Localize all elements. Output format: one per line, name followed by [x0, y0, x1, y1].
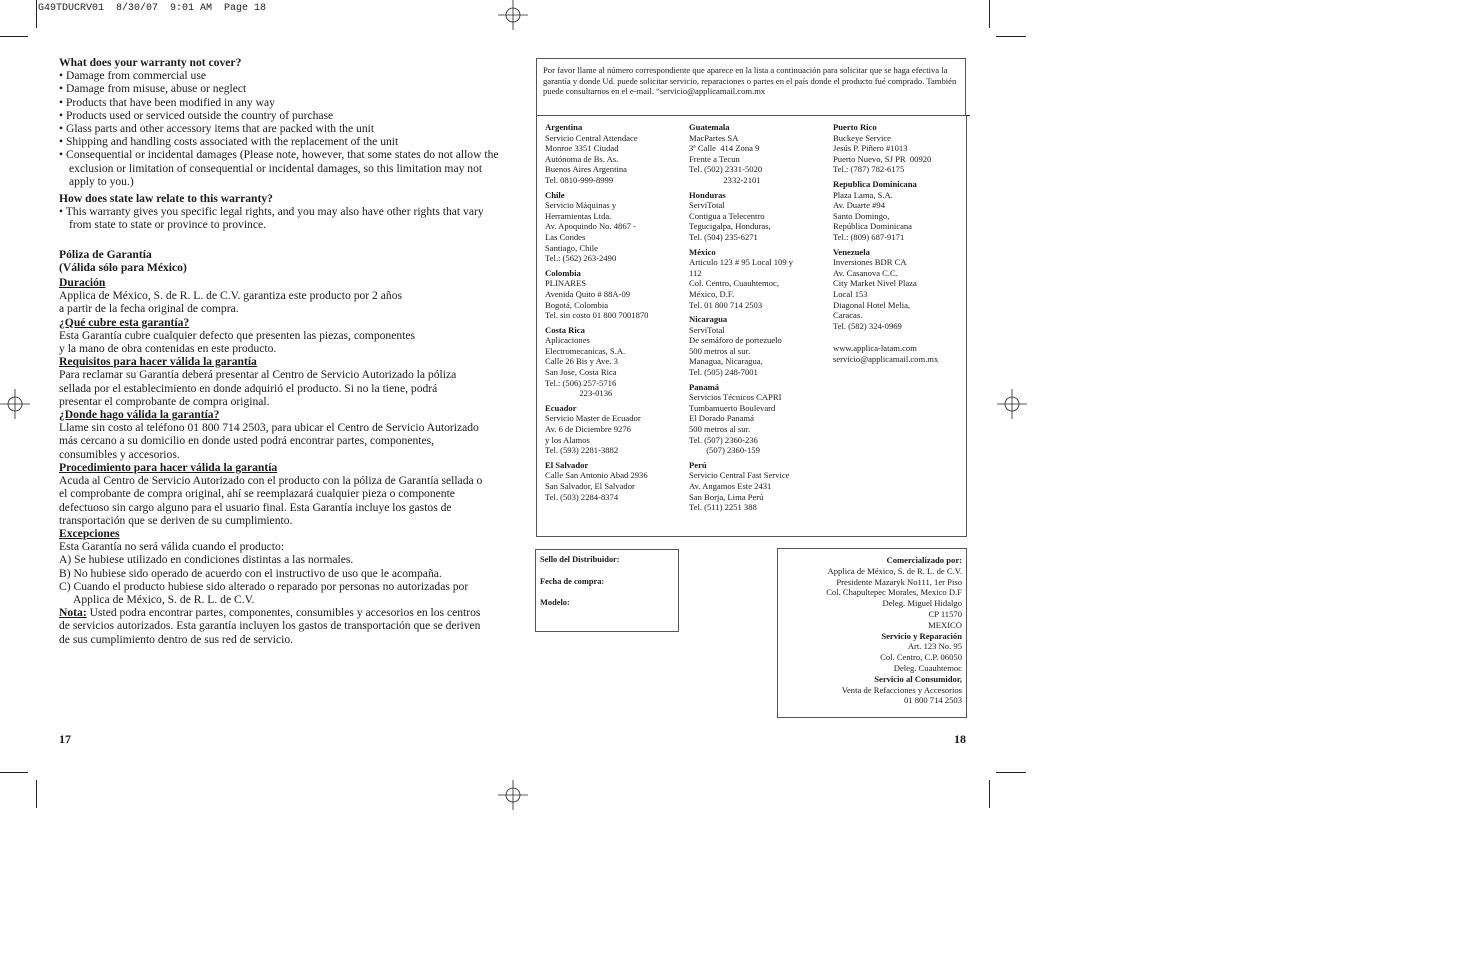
country-name: Republica Dominicana [833, 178, 917, 189]
address-line: 223-0136 [545, 388, 613, 399]
state-law-text: • This warranty gives you specific legal rights, and you may also have other rights that vary from state to state or province to province. [59, 205, 484, 232]
country-name: Costa Rica [545, 324, 585, 335]
list-item: • Damage from misuse, abuse or neglect [59, 82, 247, 96]
country-name: El Salvador [545, 459, 589, 470]
list-item: • Consequential or incidental damages (Please note, however, that some states do not allow the exclusion or limitation of consequential or incidental damages, so this limitation may not apply to you.) [59, 148, 499, 188]
address-line: Bogotá, Colombia [545, 299, 609, 310]
duracion-line-2: a partir de la fecha original de compra. [59, 302, 239, 316]
comm-line: CP 11570 [928, 608, 962, 619]
fecha-label: Fecha de compra: [540, 576, 605, 586]
poliza-subtitle: (Válida sólo para México) [59, 260, 187, 274]
address-line: PLINARES [545, 278, 587, 289]
list-item: • Products that have been modified in any way [59, 95, 275, 109]
crop-mark [989, 780, 990, 808]
address-line: Servicios Técnicos CAPRI [689, 392, 782, 403]
distributor-stamp-box [535, 549, 679, 632]
address-line: City Market Nivel Plaza [833, 278, 917, 289]
nota-paragraph [59, 606, 487, 646]
address-line: Autónoma de Bs. As. [545, 153, 619, 164]
address-line: Inversiones BDR CA [833, 257, 907, 268]
spacer [833, 335, 965, 343]
comm-line: Art. 123 No. 95 [907, 641, 962, 652]
comm-line: Applica de México, S. de R. L. de C.V. [827, 565, 962, 576]
address-line: MacPartes SA [689, 132, 739, 143]
requisitos-text: Para reclamar su Garantía deberá presentar al Centro de Servicio Autorizado la póliza sellada por el establecimiento en donde adquirió el producto. Si no la tiene, podrá presentar el comprobante de compra original. [59, 368, 457, 408]
service-center-entry [833, 122, 965, 175]
address-line: 500 metros al sur. [689, 345, 751, 356]
country-name: Nicaragua [689, 314, 728, 325]
address-line: San Salvador, El Salvador [545, 481, 635, 491]
address-line: Electromecanicas, S.A. [545, 345, 626, 356]
address-line: El Dorado Panamá [689, 413, 754, 424]
sello-label: Sello del Distribuidor: [540, 555, 620, 564]
poliza-title: Póliza de Garantía [59, 247, 152, 261]
address-line: San Jose, Costa Rica [545, 367, 617, 378]
page-number-left: 17 [59, 732, 71, 746]
crop-mark [996, 36, 1026, 37]
address-line: Av. 6 de Diciembre 9276 [545, 424, 631, 435]
address-line: Puerto Nuevo, SJ PR 00920 [833, 153, 932, 164]
address-line: Tel.: (506) 257-5716 [545, 377, 617, 388]
country-name: Chile [545, 189, 565, 200]
crop-mark [996, 772, 1026, 773]
address-line: Avenida Quito # 88A-09 [545, 288, 631, 299]
nota-text: Usted podra encontrar partes, componentes, consumibles y accesorios en los centros de servicios autorizados. Esta garantía incluyen los gastos de transportación que se deriven de sus cumplimiento dentro de sus red de servicio. [59, 606, 481, 646]
excepcion-c: C) Cuando el producto hubiese sido alterado o reparado por personas no autorizadas por Applica de México, S. de R. L. de C.V. [59, 579, 469, 606]
address-line: Tel. (503) 2284-8374 [545, 491, 619, 502]
country-name: Venezuela [833, 246, 870, 257]
requisitos-heading: Requisitos para hacer válida la garantía [59, 355, 257, 369]
registration-mark-icon [997, 389, 1027, 419]
page-number-right: 18 [954, 732, 966, 746]
service-center-entry [545, 403, 685, 456]
modelo-label: Modelo: [540, 598, 570, 607]
address-line: Av. Apoquindo No. 4867 - [545, 221, 636, 232]
address-line: Frente a Tecun [689, 153, 740, 164]
address-line: Tel. (507) 2360-236 [689, 434, 758, 445]
crop-mark [0, 772, 28, 773]
cubre-line-1: Esta Garantía cubre cualquier defecto que presenten las piezas, componentes [59, 328, 416, 342]
address-line: Tel. 0810-999-8999 [545, 174, 614, 185]
service-center-entry [545, 325, 685, 399]
address-line: Calle 26 Bis y Ave. 3 [545, 356, 618, 367]
address-line: y los Alamos [545, 434, 590, 445]
service-center-entry [689, 122, 829, 186]
list-item: • Glass parts and other accessory items that are packed with the unit [59, 122, 375, 136]
service-center-entry [689, 460, 829, 513]
address-line: Servicio Master de Ecuador [545, 413, 641, 424]
comercializado-box [777, 548, 967, 718]
address-line: Articulo 123 # 95 Local 109 y [689, 257, 794, 268]
intro-box: Por favor llame al número correspondiente que aparece en la lista a continuación para solicitar que se haga efectiva la garantía y donde Ud. puede solicitar servicio, reparaciones o partes en el país donde el producto fué comprado. También puede consultarnos en el e-mail. “servicio@applicamail.com.mx [536, 58, 966, 116]
address-line: 3ª Calle 414 Zona 9 [689, 143, 760, 154]
address-line: De semáforo de portezuelo [689, 335, 782, 346]
address-line: Tumbamuerto Boulevard [689, 402, 776, 413]
address-line: Tel. sin costo 01 800 7001870 [545, 310, 649, 321]
registration-mark-icon [498, 780, 528, 810]
comercializado-heading: Comercializado por: [886, 555, 962, 565]
list-item: • Shipping and handling costs associated with the replacement of the unit [59, 135, 399, 149]
exclusions-list [59, 69, 499, 188]
address-line: ServiTotal [689, 200, 725, 211]
address-line: Diagonal Hotel Melia, [833, 299, 911, 310]
service-center-entry [545, 268, 685, 321]
crop-mark [0, 36, 28, 37]
box-tick [966, 115, 970, 116]
service-center-entry [545, 460, 685, 502]
crop-mark [989, 0, 990, 28]
country-name: Perú [689, 459, 707, 470]
registration-mark-icon [498, 0, 528, 30]
address-line: Calle San Antonio Abad 2936 [545, 470, 648, 481]
address-line: Servicio Central Attendace [545, 132, 638, 143]
address-line: Tel. (504) 235-6271 [689, 231, 758, 242]
address-line: Tel. (505) 248-7001 [689, 367, 758, 378]
comm-line: Col. Centro, C.P. 06050 [880, 652, 962, 663]
address-line: Contigua a Telecentro [689, 210, 765, 221]
address-line: 500 metros al sur. [689, 424, 751, 435]
address-line: 2332-2101 [689, 174, 761, 185]
address-line: Plaza Lama, S.A. [833, 189, 893, 200]
print-slug: G49TDUCRV01 8/30/07 9:01 AM Page 18 [38, 3, 267, 14]
excepcion-b: B) No hubiese sido operado de acuerdo con el instructivo de uso que le acompaña. [59, 566, 442, 580]
address-line: 112 [689, 267, 702, 278]
service-center-entry [833, 247, 965, 332]
left-page-content [59, 56, 499, 646]
address-line: Monroe 3351 Ciudad [545, 143, 619, 154]
cubre-heading: ¿Qué cubre esta garantía? [59, 315, 190, 329]
address-line: Tegucigalpa, Honduras, [689, 221, 771, 232]
address-line: Caracas. [833, 310, 863, 321]
address-line: (507) 2360-159 [689, 445, 760, 456]
website-link[interactable]: www.applica-latam.com [833, 343, 917, 354]
address-line: Jesús P. Piñero #1013 [833, 143, 908, 154]
comm-line: MEXICO [928, 619, 962, 630]
address-line: Av. Duarte #94 [833, 200, 886, 211]
comm-line: Col. Chapultepec Morales, Mexico D.F [826, 587, 962, 598]
country-name: Panamá [689, 381, 720, 392]
procedimiento-text: Acuda al Centro de Servicio Autorizado con el producto con la póliza de Garantía sellada o el comprobante de compra original, ahí se reemplazará cualquier pieza o componente defectuoso sin cargo alguno para el usuario final. Esta Garantía incluye los gastos de transportación que se deriven de su cumplimiento. [59, 474, 483, 527]
service-center-entry [689, 382, 829, 456]
directory-column-2 [689, 122, 829, 517]
address-line: República Dominicana [833, 221, 912, 232]
cubre-line-2: y la mano de obra contenidas en este producto. [59, 342, 277, 356]
country-name: México [689, 246, 716, 257]
country-name: Argentina [545, 122, 583, 132]
list-item: • Damage from commercial use [59, 69, 206, 83]
address-line: Servicio Máquinas y [545, 200, 617, 211]
comm-line: Presidente Mazaryk No111, 1er Piso [836, 576, 962, 587]
address-line: Tel. (502) 2331-5020 [689, 164, 763, 175]
servicio-consumidor-heading: Servicio al Consumidor, [874, 673, 962, 684]
address-line: Buckeye Service [833, 132, 891, 143]
nota-label: Nota: [59, 606, 87, 620]
address-line: Las Condes [545, 231, 586, 242]
address-line: Tel.: (809) 687-9171 [833, 231, 905, 242]
excepciones-intro: Esta Garantía no será válida cuando el producto: [59, 540, 285, 554]
address-line: Av. Angamos Este 2431 [689, 481, 772, 491]
country-name: Puerto Rico [833, 122, 877, 132]
service-center-entry [689, 314, 829, 378]
state-law-heading: How does state law relate to this warranty? [59, 192, 273, 206]
comm-line: Venta de Refacciones y Accesorios [841, 684, 962, 695]
address-line: Tel. (511) 2251 388 [689, 502, 757, 513]
address-line: Herramientas Ltda. [545, 210, 612, 221]
country-name: Ecuador [545, 402, 577, 413]
service-center-entry [545, 122, 685, 186]
address-line: Tel.: (562) 263-2490 [545, 253, 617, 264]
list-item: • Products used or serviced outside the country of purchase [59, 108, 334, 122]
address-line: Santiago, Chile [545, 242, 598, 253]
excepcion-a: A) Se hubiese utilizado en condiciones distintas a las normales. [59, 553, 354, 567]
service-center-entry [833, 179, 965, 243]
address-line: México, D.F. [689, 288, 735, 299]
address-line: Tel. 01 800 714 2503 [689, 299, 763, 310]
directory-column-3 [833, 122, 965, 364]
address-line: Tel. (582) 324-0969 [833, 320, 902, 331]
address-line: Servicio Central Fast Service [689, 470, 790, 481]
service-center-entry [545, 190, 685, 264]
registration-mark-icon [0, 389, 30, 419]
duracion-line-1: Applica de México, S. de R. L. de C.V. garantiza este producto por 2 años [59, 289, 403, 303]
crop-mark [36, 0, 37, 28]
duracion-heading: Duración [59, 276, 106, 290]
address-line: Tel. (593) 2281-3882 [545, 445, 619, 456]
country-name: Colombia [545, 267, 581, 278]
address-line: Managua, Nicaragua, [689, 356, 763, 367]
address-line: Col. Centro, Cuauhtemoc, [689, 278, 779, 289]
warranty-not-cover-heading: What does your warranty not cover? [59, 56, 242, 69]
comm-line: Deleg. Miguel Hidalgo [882, 598, 962, 609]
address-line: Aplicaciones [545, 335, 590, 346]
service-center-entry [689, 190, 829, 243]
comm-line: 01 800 714 2503 [903, 695, 962, 706]
address-line: Santo Domingo, [833, 210, 890, 221]
address-line: Tel.: (787) 782-6175 [833, 164, 905, 175]
crop-mark [36, 780, 37, 808]
address-line: Av. Casanova C.C. [833, 267, 898, 278]
address-line: Local 153 [833, 288, 868, 299]
excepciones-heading: Excepciones [59, 526, 120, 540]
procedimiento-heading: Procedimiento para hacer válida la garantía [59, 460, 278, 474]
country-name: Honduras [689, 189, 726, 200]
country-name: Guatemala [689, 122, 730, 132]
address-line: San Borja, Lima Perú [689, 491, 764, 502]
comm-line: Deleg. Cuauhtemoc [893, 662, 962, 673]
service-center-entry [689, 247, 829, 311]
email-link[interactable]: servicio@applicamail.com.mx [833, 353, 939, 364]
servicio-reparacion-heading: Servicio y Reparación [881, 630, 962, 641]
donde-text: Llame sin costo al teléfono 01 800 714 2503, para ubicar el Centro de Servicio Autorizado más cercano a su domicilio en donde usted podrá encontrar partes, componentes, consumibles y accesorios. [59, 421, 479, 461]
directory-column-1 [545, 122, 685, 506]
donde-heading: ¿Donde hago válida la garantía? [59, 408, 220, 422]
address-line: ServiTotal [689, 324, 725, 335]
address-line: Buenos Aires Argentina [545, 164, 627, 175]
